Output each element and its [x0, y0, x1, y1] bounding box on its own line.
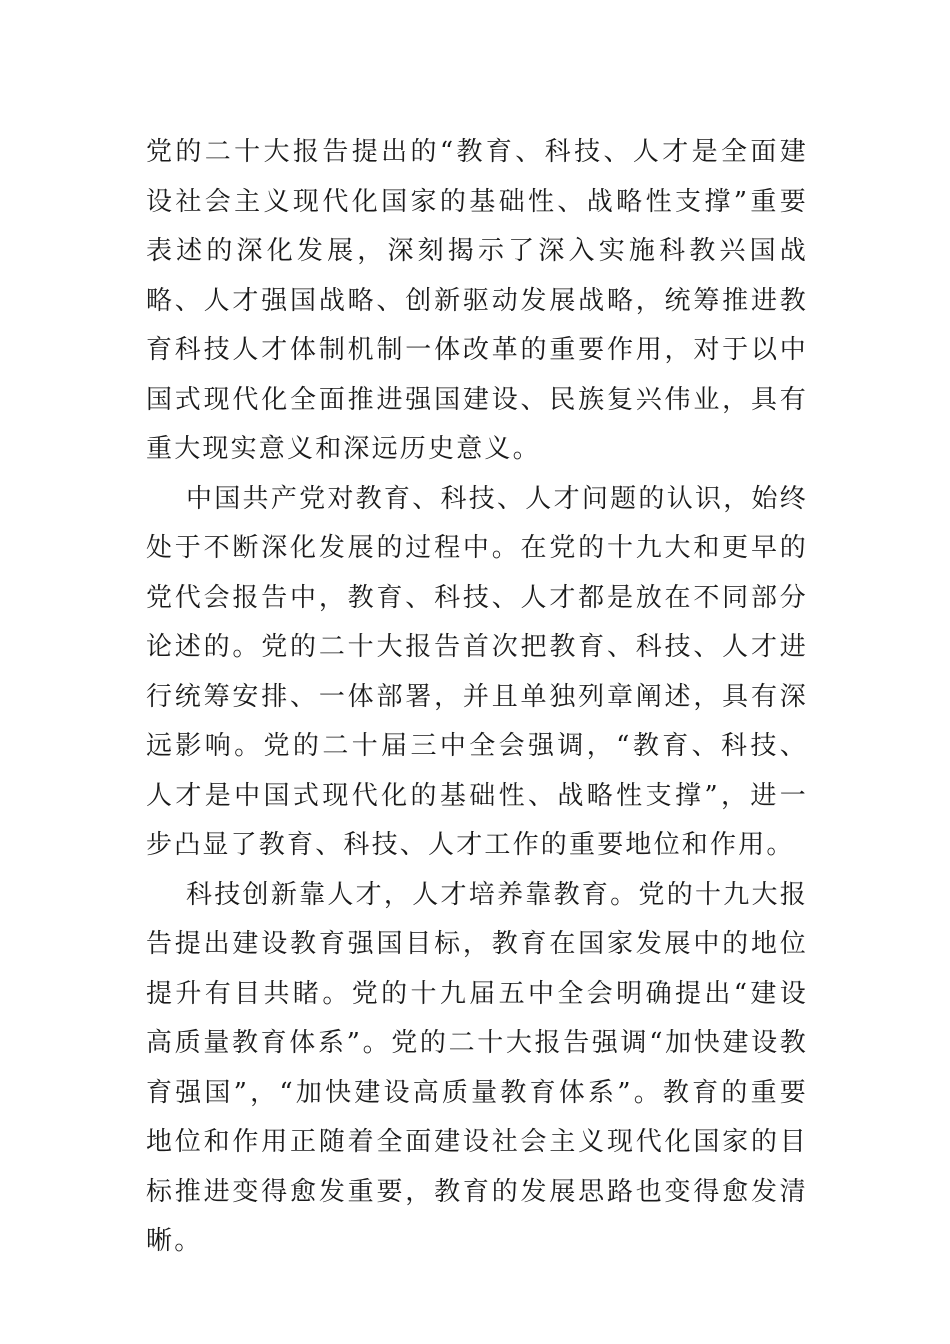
document-body [146, 128, 808, 1267]
paragraph-2: 中国共产党对教育、科技、人才问题的认识，始终处于不断深化发展的过程中。在党的十九大和更早的党代会报告中，教育、科技、人才都是放在不同部分论述的。党的二十大报告首次把教育、科技、人才进行统筹安排、一体部署，并且单独列章阐述，具有深远影响。党的二十届三中全会强调，“教育、科技、人才是中国式现代化的基础性、战略性支撑”，进一步凸显了教育、科技、人才工作的重要地位和作用。 [146, 483, 808, 860]
paragraph-3: 科技创新靠人才，人才培养靠教育。党的十九大报告提出建设教育强国目标，教育在国家发展中的地位提升有目共睹。党的十九届五中全会明确提出“建设高质量教育体系”。党的二十大报告强调“加快建设教育强国”，“加快建设高质量教育体系”。教育的重要地位和作用正随着全面建设社会主义现代化国家的目标推进变得愈发重要，教育的发展思路也变得愈发清晰。 [146, 879, 808, 1256]
paragraph-1: 党的二十大报告提出的“教育、科技、人才是全面建设社会主义现代化国家的基础性、战略性支撑”重要表述的深化发展，深刻揭示了深入实施科教兴国战略、人才强国战略、创新驱动发展战略，统筹推进教育科技人才体制机制一体改革的重要作用，对于以中国式现代化全面推进强国建设、民族复兴伟业，具有重大现实意义和深远历史意义。 [146, 137, 808, 464]
